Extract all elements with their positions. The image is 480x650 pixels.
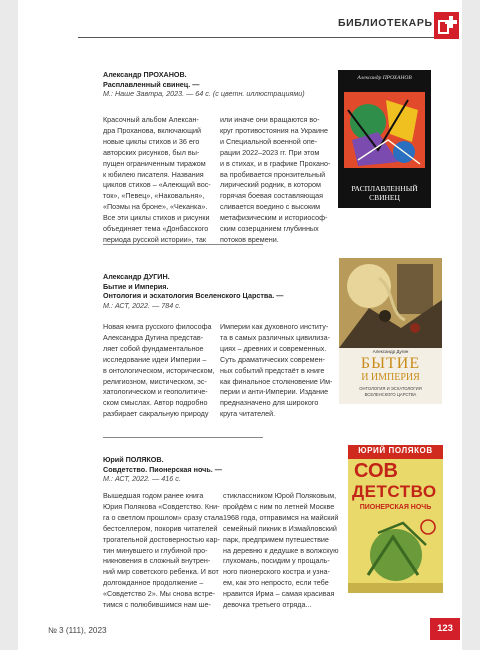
cover-subtitle-line2: ВСЕЛЕНСКОГО ЦАРСТВА [364, 391, 417, 397]
text-line: стиклассником Юрой Поляковым, [223, 491, 337, 500]
text-line: религиозном, мистическом, эс- [103, 376, 207, 386]
text-line: перии и анти-Империи. Издание [220, 387, 329, 397]
text-line: ем, как это непросто, если тебе [223, 578, 329, 588]
text-line: тимся с полюбившимся нам ше- [103, 600, 211, 610]
text-line: лирический родник, в котором [220, 180, 321, 190]
cover-title-line1: БЫТИЕ [360, 355, 421, 372]
cover-subtitle: ПИОНЕРСКАЯ НОЧЬ [359, 504, 432, 511]
book-cover-dugin [339, 258, 442, 404]
book-entry-polyakov [103, 455, 222, 484]
book-description-col1 [103, 491, 224, 611]
book-title: Расплавленный свинец. — [103, 79, 200, 89]
text-line: ний мир советского ребенка. И вот [103, 567, 219, 577]
cover-author: Александр ПРОХАНОВ [357, 75, 412, 81]
cover-author: Александр Дугин [372, 349, 409, 354]
section-separator [103, 244, 263, 245]
text-line: пущен ограниченным тиражом [103, 158, 206, 168]
book-description-col2 [220, 322, 340, 420]
text-line: нравится Ирма – самая красивая [223, 589, 335, 599]
text-line: ных событий предстаёт в книге [220, 365, 325, 375]
text-line: циклов стихов – «Алеющий вос- [103, 180, 211, 190]
header-rule [78, 37, 448, 38]
text-line: метафизическим и историософ- [220, 213, 328, 223]
book-entry-prokhanov [103, 70, 305, 99]
book-author: Александр ПРОХАНОВ. [103, 70, 187, 79]
text-line: на деревню к дедушке в волжскую [223, 545, 339, 555]
magazine-page [18, 0, 462, 650]
text-line: Юрия Полякова «Совдетство. Кни- [103, 501, 220, 511]
book-publication: М.: АСТ, 2022. — 784 с. [103, 300, 181, 310]
cover-title-line1: СОВ [354, 460, 398, 482]
text-line: тин минувшего и глубиной про- [103, 545, 208, 555]
text-line: к юбилею писателя. Названия [103, 169, 204, 179]
text-line: 1968 года, отправимся на майский [223, 512, 339, 522]
text-line: Империи как духовного институ- [220, 322, 329, 331]
cover-title-line1: РАСПЛАВЛЕННЫЙ [351, 184, 418, 193]
text-line: га о светлом прошлом» сразу стала [103, 512, 224, 522]
text-line: циях – древних и современных. [220, 343, 327, 353]
book-description-col1 [103, 322, 221, 420]
text-line: пройдём с ним по летней Москве [223, 501, 335, 511]
book-description-col2 [220, 115, 332, 246]
book-publication: М.: АСТ, 2022. — 416 с. [103, 474, 181, 483]
issue-number: № 3 (111), 2023 [48, 626, 107, 635]
book-title: Бытие и Империя. [103, 281, 169, 291]
book-author: Юрий ПОЛЯКОВ. [103, 455, 164, 464]
text-line: круга читателей. [220, 409, 276, 419]
text-line: долгожданное продолжение – [103, 578, 204, 588]
text-line: рации 2022–2023 гг. При этом [220, 147, 320, 157]
text-line: Александра Дугина представ- [103, 332, 204, 342]
text-line: объединяет тема «Донбасского [103, 224, 209, 234]
library-logo-icon [434, 12, 459, 39]
text-line: и в стихах, и в графике Прохано- [220, 158, 331, 168]
cover-title-line2: И ИМПЕРИЯ [361, 372, 420, 383]
text-line: и Специальной военной опе- [220, 136, 318, 146]
text-line: ляет собой фундаментальное [103, 343, 204, 353]
book-cover-polyakov [348, 445, 443, 593]
cover-subtitle [339, 386, 442, 397]
text-line: разбирает сакральную природу [103, 409, 209, 419]
page-number: 123 [430, 618, 460, 640]
text-line: дра Проханова, включающий [103, 125, 202, 135]
text-line: авторских рисунков, был вы- [103, 147, 200, 157]
text-line: горячая боевая составляющая [220, 191, 324, 201]
text-line: хатологическом и геополитиче- [103, 387, 208, 397]
book-subtitle: Онтология и эсхатология Вселенского Царства. — [103, 291, 284, 300]
text-line: бестселлером, покорив читателей [103, 523, 218, 533]
book-author: Александр ДУГИН. [103, 272, 170, 281]
text-line: глухомань, посидим у прощаль- [223, 556, 330, 566]
text-line: ного пионерского костра и узна- [223, 567, 330, 577]
text-line: периода русской истории», так [103, 234, 206, 244]
text-line: круг противостояния на Украине [220, 125, 328, 135]
text-line: в онтологическом, историческом, [103, 365, 215, 375]
book-description-col2 [223, 491, 345, 611]
text-line: новые циклы стихов и 36 его [103, 136, 200, 146]
book-title: Совдетство. Пионерская ночь. — [103, 464, 222, 474]
text-line: ском смыслах. Автор подробно [103, 398, 208, 408]
text-line: никновения в сложный внутрен- [103, 556, 211, 566]
text-line: трогательной достоверностью кар- [103, 534, 220, 544]
book-publication: М.: Наше Завтра, 2023. — 64 с. (с цветн. иллюстрациями) [103, 89, 305, 98]
text-line: ским созерцанием глубинных [220, 224, 319, 234]
text-line: та в самых различных цивилиза- [220, 332, 330, 342]
text-line: Все эти циклы стихов и рисунки [103, 213, 210, 223]
text-line: семейный пикник в Измайловский [223, 523, 337, 533]
cover-title-line2: СВИНЕЦ [369, 193, 400, 202]
section-separator [103, 437, 263, 438]
text-line: Суть драматических современ- [220, 354, 325, 364]
text-line: предназначено для широкого [220, 398, 319, 408]
text-line: Красочный альбом Алексан- [103, 115, 199, 124]
book-entry-dugin [103, 272, 283, 310]
text-line: Новая книга русского философа [103, 322, 212, 331]
text-line: ток», «Певец», «Наковальня», [103, 191, 205, 201]
text-line: Вышедшая годом ранее книга [103, 491, 204, 500]
cover-author: ЮРИЙ ПОЛЯКОВ [358, 446, 433, 455]
text-line: сливается воедино с высоким [220, 202, 321, 212]
text-line: исследование идеи Империи – [103, 354, 207, 364]
book-cover-prokhanov [338, 70, 431, 208]
text-line: как финальное столкновение Им- [220, 376, 333, 386]
book-description-col1 [103, 115, 221, 246]
text-line: ва пробивается пронзительный [220, 169, 326, 179]
text-line: «Совдетство 2». Мы снова встре- [103, 589, 216, 599]
cover-title [338, 184, 431, 202]
section-title: БИБЛИОТЕКАРЬ [338, 17, 433, 29]
text-line: потоков времени. [220, 234, 279, 244]
text-line: «Поэмы на броне», «Чеканка». [103, 202, 208, 212]
cover-subtitle-line1: ОНТОЛОГИЯ И ЭСХАТОЛОГИЯ [359, 386, 422, 391]
cover-title-line2: ДЕТСТВО [352, 482, 437, 501]
text-line: или иначе они вращаются во- [220, 115, 320, 124]
text-line: парк, предпримем путешествие [223, 534, 329, 544]
text-line: девочка третьего отряда... [223, 600, 312, 610]
